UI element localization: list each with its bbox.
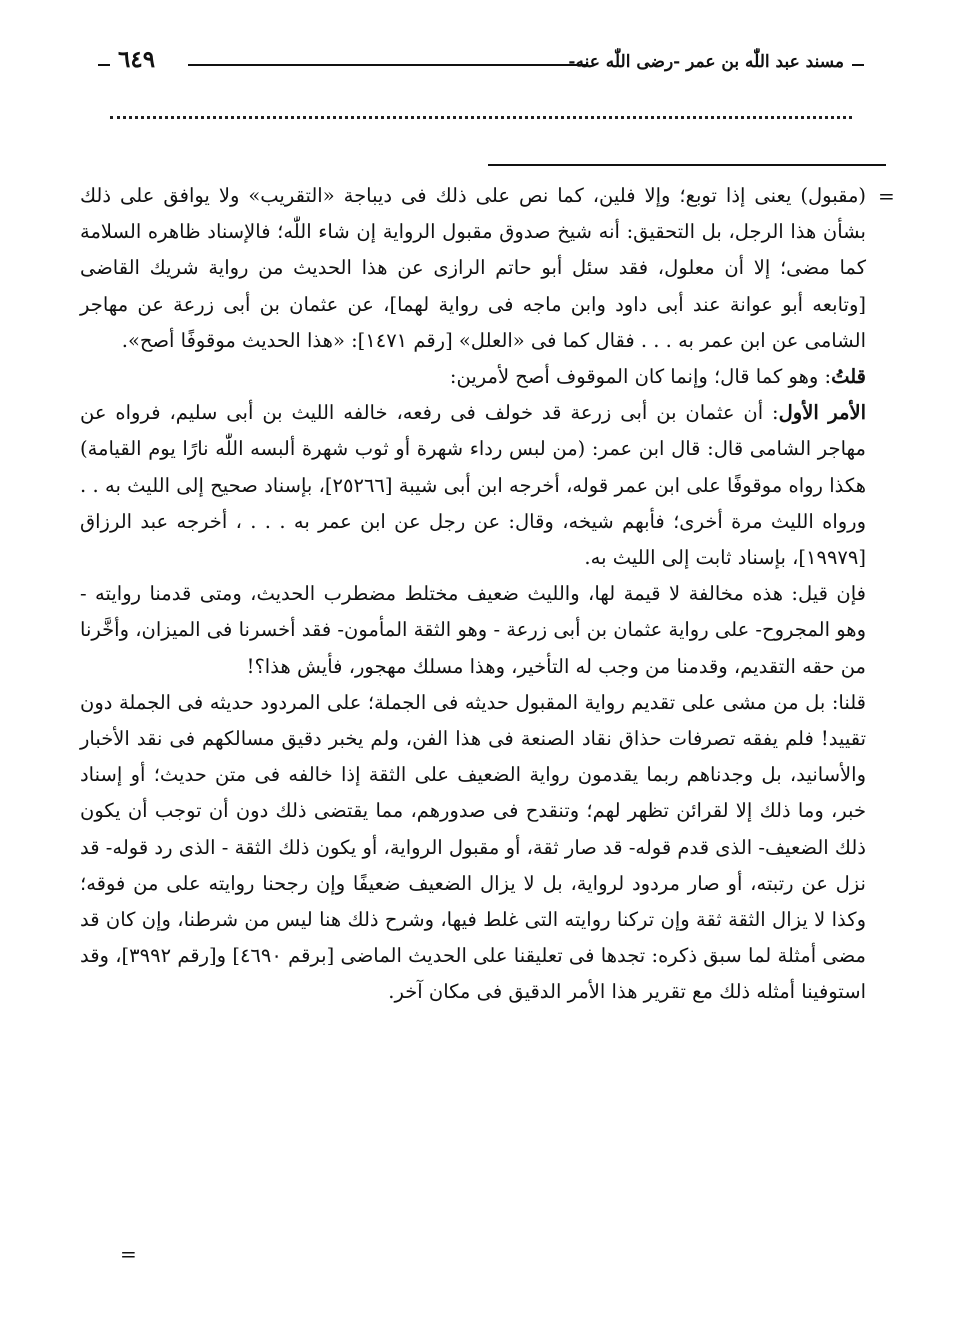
paragraph-4 xyxy=(80,576,866,685)
paragraph-3 xyxy=(80,395,866,576)
paragraph-1 xyxy=(80,178,866,359)
continuation-marker-end: = xyxy=(120,1242,137,1266)
paragraph-2 xyxy=(80,359,866,395)
header-title: مسند عبد اللّٰه بن عمر -رضى اللّٰه عنه- xyxy=(568,52,844,72)
continuation-marker-start: = xyxy=(878,184,895,208)
paragraph-2-lead: قلتُ xyxy=(831,365,866,389)
header-dash-right xyxy=(852,64,864,66)
paragraph-3-text: : أن عثمان بن أبى زرعة قد خولف فى رفعه، خالفه الليث بن أبى سليم، فرواه عن مهاجر الشامى قال: قال ابن عمر: (من لبس رداء شهرة أو ثوب شهرة ألبسه اللّٰه نارًا يوم القيامة) هكذا رواه موقوفًا على ابن عمر قوله، أخرجه ابن أبى شيبة [٢٥٢٦٦]، بإسناد صحيح إلى الليث به . . ورواه الليث مرة أخرى؛ فأبهم شيخه، وقال: عن رجل عن ابن عمر به . . . ، أخرجه عبد الرزاق [١٩٩٧٩]، بإسناد ثابت إلى الليث به. xyxy=(80,401,866,570)
footnote-body xyxy=(80,178,866,1011)
paragraph-4-text: فإن قيل: هذه مخالفة لا قيمة لها، والليث ضعيف مختلط مضطرب الحديث، ومتى قدمنا روايته - وهو المجروح- على رواية عثمان بن أبى زرعة - وهو الثقة المأمون- فقد أخسرنا فى الميزان، وأخَّرنا من حقه التقديم، وقدمنا من وجب له التأخير، وهذا مسلك مهجور، فأيش هذا؟! xyxy=(80,582,866,678)
paragraph-3-lead: الأمر الأول xyxy=(778,401,866,425)
paragraph-5 xyxy=(80,685,866,1011)
paragraph-5-text: قلنا: بل من مشى على تقديم رواية المقبول حديثه فى الجملة؛ على المردود حديثه فى الجملة دون تقييد! فلم يفقه تصرفات حذاق نقاد الصنعة فى هذا الفن، ولم يخبر دقيق مسالكهم فى نقد الأخبار والأسانيد، بل وجدناهم ربما يقدمون رواية الضعيف على الثقة إذا خالفه فى متن حديث؛ أو إسناد خبر، وما ذلك إلا لقرائن تظهر لهم؛ وتنقدح فى صدورهم، مما يقتضى ذلك دون أن توجب أن يكون ذلك الضعيف- الذى قدم قوله- قد صار ثقة، أو مقبول الرواية، أو يكون ذلك الثقة - الذى رد قوله- قد نزل عن رتبته، أو صار مردود لرواية، بل لا يزال الضعيف ضعيفًا وإن رجحنا روايته على من فوقه؛ وكذا لا يزال الثقة ثقة وإن تركنا روايته التى غلط فيها، وشرح ذلك هنا ليس من شرطنا، وإن كان قد مضى أمثلة لما سبق ذكره: تجدها فى تعليقنا على الحديث الماضى [برقم ٤٦٩٠] و[رقم ٣٩٩٢]، وقد استوفينا أمثله ذلك مع تقرير هذا الأمر الدقيق فى مكان آخر. xyxy=(80,690,867,1004)
page-number: ٦٤٩ xyxy=(118,46,156,73)
footnote-rule xyxy=(488,164,886,166)
paragraph-2-text: : وهو كما قال؛ وإنما كان الموقوف أصح لأمرين: xyxy=(449,365,832,389)
running-header xyxy=(98,48,864,78)
header-dash-left xyxy=(98,64,110,66)
paragraph-1-text: (مقبول) يعنى إذا توبع؛ وإلا فلين، كما نص على ذلك فى ديباجة «التقريب» ولا يوافق على ذلك بشأن هذا الرجل، بل التحقيق: أنه شيخ صدوق مقبول الرواية إن شاء اللّٰه؛ فالإسناد ظاهره السلامة كما مضى؛ إلا أن معلول، فقد سئل أبو حاتم الرازى عن هذا الحديث من رواية شريك القاضى [وتابعه أبو عوانة عند أبى داود وابن ماجه فى رواية لهما]، عن عثمان بن أبى زرعة عن مهاجر الشامى عن ابن عمر به . . . فقال كما فى «العلل» [رقم ١٤٧١]: «هذا الحديث موقوفًا أصح». xyxy=(80,184,866,352)
dotted-separator xyxy=(110,116,852,131)
header-rule xyxy=(188,64,588,66)
